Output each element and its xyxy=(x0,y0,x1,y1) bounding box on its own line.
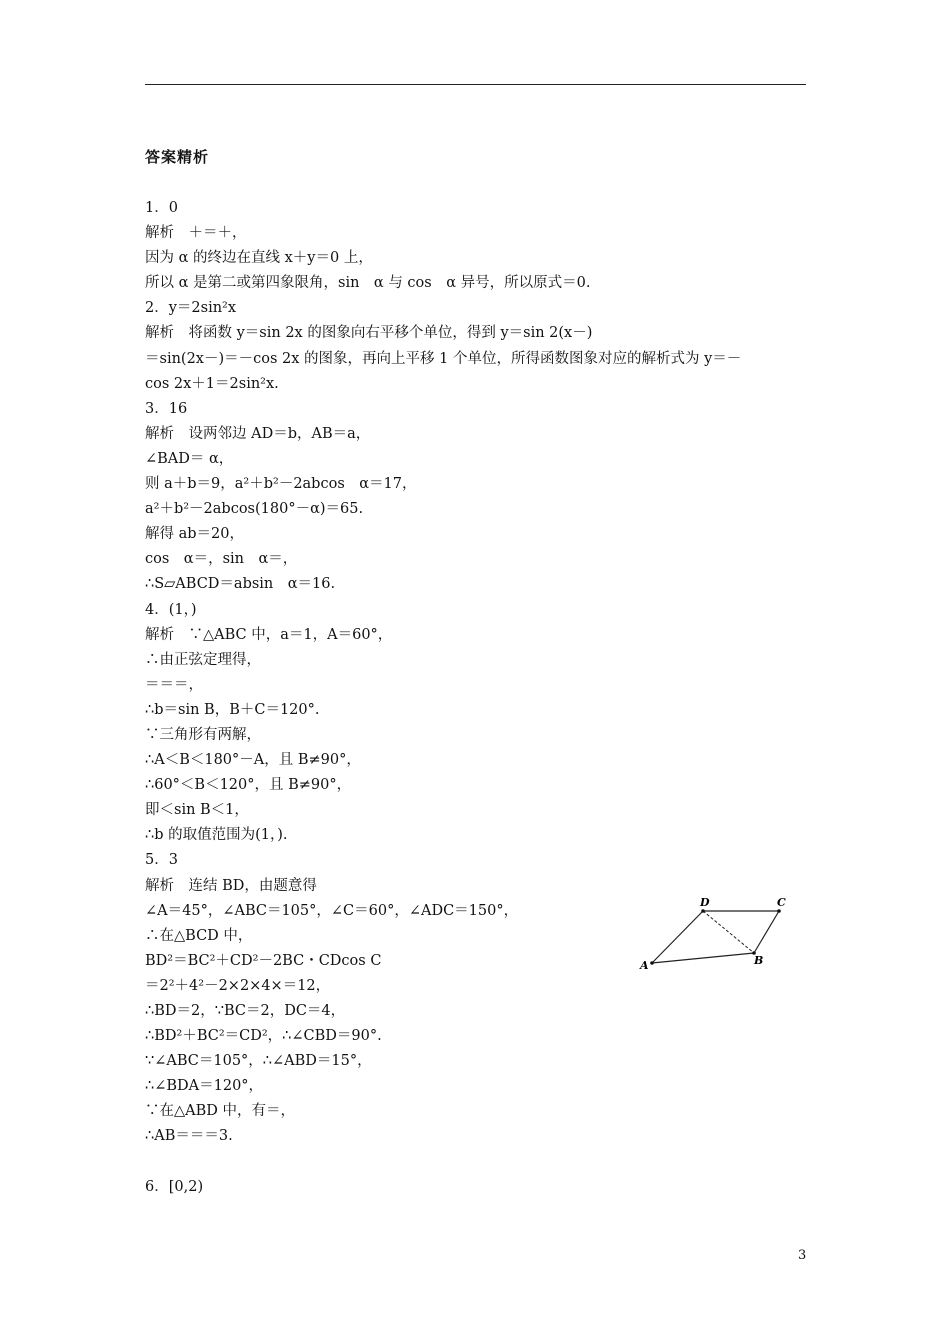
answer-content xyxy=(145,196,810,1200)
diagonal-bd xyxy=(703,911,754,953)
page-number: 3 xyxy=(798,1248,807,1263)
answer-line: 即＜sin B＜1， xyxy=(145,802,249,819)
answer-line: ∴60°＜B＜120°，且 B≠90°， xyxy=(145,777,352,794)
edge-ad xyxy=(652,911,703,963)
answer-line: ∠A＝45°，∠ABC＝105°，∠C＝60°，∠ADC＝150°， xyxy=(145,902,519,919)
answer-line: ∴在△BCD 中， xyxy=(145,927,253,944)
answer-line: ＝＝＝， xyxy=(145,676,203,693)
answer-line: 解析 ＋＝＋， xyxy=(145,225,247,242)
label-c: C xyxy=(777,896,786,909)
answer-line: ∵∠ABC＝105°，∴∠ABD＝15°， xyxy=(145,1053,372,1070)
vertex-a xyxy=(650,961,654,965)
answer-line: 则 a＋b＝9，a²＋b²－2abcos α＝17， xyxy=(145,476,417,493)
vertex-d xyxy=(701,909,705,913)
answer-line: ∴BD＝2，∵BC＝2，DC＝4， xyxy=(145,1003,346,1019)
answer-line: BD²＝BC²＋CD²－2BC・CDcos C xyxy=(145,952,382,969)
answer-line: 解析 ∵△ABC 中，a＝1，A＝60°， xyxy=(145,626,393,643)
answer-line: 解析 将函数 y＝sin 2x 的图象向右平移个单位，得到 y＝sin 2(x－) xyxy=(145,325,593,342)
answer-line: 解析 连结 BD，由题意得 xyxy=(145,877,317,894)
answer-line: ∴b＝sin B，B＋C＝120°. xyxy=(145,701,320,718)
answer-line: cos 2x＋1＝2sin²x. xyxy=(145,375,279,392)
answer-line: ∵在△ABD 中，有＝， xyxy=(145,1103,296,1120)
answer-line: ∴由正弦定理得， xyxy=(145,651,261,668)
label-d: D xyxy=(700,896,710,909)
label-a: A xyxy=(640,959,649,972)
answer-line: 因为 α 的终边在直线 x＋y＝0 上， xyxy=(145,250,373,267)
answer-line: cos α＝，sin α＝， xyxy=(145,551,298,568)
answer-line: 所以 α 是第二或第四象限角，sin α 与 cos α 异号，所以原式＝0. xyxy=(145,275,591,292)
answer-line: ∴AB＝＝＝3. xyxy=(145,1128,233,1145)
edge-ab xyxy=(652,953,754,963)
answer-line: 3．16 xyxy=(145,400,188,417)
answer-line: 解得 ab＝20， xyxy=(145,526,244,543)
answer-line: ∠BAD＝ α， xyxy=(145,450,234,467)
answer-line: ＝sin(2x－)＝－cos 2x 的图象，再向上平移 1 个单位，所得函数图象对应的解析式为 y＝－ xyxy=(145,350,742,367)
answer-line: ∴b 的取值范围为(1，). xyxy=(145,827,288,844)
answer-line: ∴∠BDA＝120°， xyxy=(145,1078,264,1095)
answer-line: ∴A＜B＜180°－A，且 B≠90°， xyxy=(145,752,361,769)
answer-line: 2．y＝2sin²x xyxy=(145,300,237,317)
vertex-c xyxy=(777,909,781,913)
answer-line: 6．[0,2) xyxy=(145,1178,204,1195)
answer-line: 4．(1，) xyxy=(145,601,197,618)
quadrilateral-figure xyxy=(636,892,796,974)
label-b: B xyxy=(754,954,764,967)
answer-line: 1．0 xyxy=(145,200,178,216)
edge-cb xyxy=(754,911,779,953)
section-heading: 答案精析 xyxy=(145,148,210,166)
answer-line: ∴BD²＋BC²＝CD²，∴∠CBD＝90°. xyxy=(145,1028,382,1045)
answer-line: 5．3 xyxy=(145,852,178,869)
blank-line xyxy=(145,1150,810,1175)
answer-line: ∵三角形有两解， xyxy=(145,726,261,743)
answer-line: 解析 设两邻边 AD＝b，AB＝a， xyxy=(145,425,371,442)
answer-line: a²＋b²－2abcos(180°－α)＝65. xyxy=(145,501,364,518)
answer-line: ∴S▱ABCD＝absin α＝16. xyxy=(145,576,336,593)
answer-line: ＝2²＋4²－2×2×4×＝12， xyxy=(145,977,331,994)
top-rule xyxy=(145,84,806,85)
